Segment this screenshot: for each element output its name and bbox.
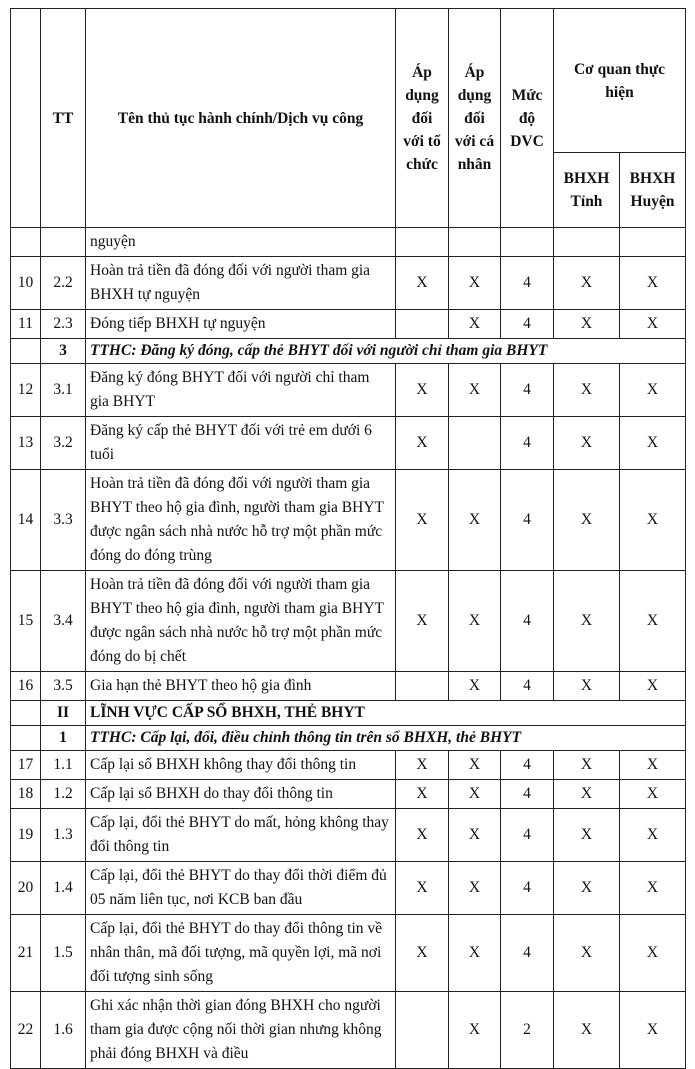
row-name: Cấp lại, đổi thẻ BHYT do thay đổi thời điểm đủ 05 năm liên tục, nơi KCB ban đầu: [86, 862, 396, 915]
row-province: X: [554, 862, 620, 915]
row-district: X: [620, 992, 686, 1069]
row-stt: 16: [11, 672, 41, 701]
row-district: [620, 228, 686, 257]
row-level: 4: [501, 417, 554, 470]
row-org: X: [396, 780, 449, 809]
row-tt: 3: [41, 339, 86, 364]
procedure-table: [10, 8, 686, 1069]
subsection-row: [11, 339, 686, 364]
row-district: X: [620, 257, 686, 310]
row-person: X: [449, 780, 501, 809]
row-district: X: [620, 915, 686, 992]
row-province: X: [554, 809, 620, 862]
header-org: Áp dụng đối với tổ chức: [396, 9, 449, 228]
row-org: X: [396, 364, 449, 417]
row-level: 4: [501, 672, 554, 701]
row-district: X: [620, 751, 686, 780]
row-tt: 1.1: [41, 751, 86, 780]
row-level: 4: [501, 809, 554, 862]
header-district: BHXH Huyện: [620, 153, 686, 228]
header-name: Tên thủ tục hành chính/Dịch vụ công: [86, 9, 396, 228]
row-stt: 14: [11, 470, 41, 571]
row-person: X: [449, 310, 501, 339]
row-org: [396, 228, 449, 257]
row-name: nguyện: [86, 228, 396, 257]
row-tt: 1.6: [41, 992, 86, 1069]
row-province: X: [554, 257, 620, 310]
row-tt: 1: [41, 726, 86, 751]
row-tt: II: [41, 701, 86, 726]
row-person: X: [449, 257, 501, 310]
row-tt: 3.4: [41, 571, 86, 672]
row-name: Ghi xác nhận thời gian đóng BHXH cho người tham gia được cộng nối thời gian nhưng không phải đóng BHXH và điều: [86, 992, 396, 1069]
row-org: X: [396, 862, 449, 915]
table-row: [11, 751, 686, 780]
table-row: [11, 257, 686, 310]
subsection-title: TTHC: Đăng ký đóng, cấp thẻ BHYT đối với người chỉ tham gia BHYT: [86, 339, 686, 364]
row-name: Đăng ký đóng BHYT đối với người chỉ tham gia BHYT: [86, 364, 396, 417]
table-row: [11, 470, 686, 571]
table-row: [11, 780, 686, 809]
row-person: [449, 228, 501, 257]
row-stt: [11, 701, 41, 726]
subsection-row: [11, 726, 686, 751]
row-stt: 21: [11, 915, 41, 992]
row-stt: [11, 726, 41, 751]
row-org: X: [396, 470, 449, 571]
table-row: [11, 310, 686, 339]
row-level: 4: [501, 571, 554, 672]
row-name: Hoàn trả tiền đã đóng đối với người tham gia BHYT theo hộ gia đình, người tham gia BHYT được ngân sách nhà nước hỗ trợ một phần mức đóng do đóng trùng: [86, 470, 396, 571]
table-body: [11, 228, 686, 1069]
table-row: [11, 915, 686, 992]
row-province: X: [554, 571, 620, 672]
row-stt: [11, 228, 41, 257]
row-level: 4: [501, 257, 554, 310]
row-district: X: [620, 809, 686, 862]
row-person: X: [449, 751, 501, 780]
table-row: [11, 862, 686, 915]
row-province: X: [554, 915, 620, 992]
row-tt: 3.3: [41, 470, 86, 571]
row-stt: 18: [11, 780, 41, 809]
row-stt: 13: [11, 417, 41, 470]
table-row: [11, 571, 686, 672]
row-org: X: [396, 751, 449, 780]
row-level: 4: [501, 751, 554, 780]
header-stt: [11, 9, 41, 228]
row-stt: 15: [11, 571, 41, 672]
row-tt: [41, 228, 86, 257]
row-province: X: [554, 364, 620, 417]
row-tt: 3.1: [41, 364, 86, 417]
row-province: X: [554, 417, 620, 470]
row-tt: 1.5: [41, 915, 86, 992]
row-province: X: [554, 470, 620, 571]
row-person: X: [449, 992, 501, 1069]
row-district: X: [620, 780, 686, 809]
row-person: X: [449, 470, 501, 571]
row-stt: 20: [11, 862, 41, 915]
row-stt: 12: [11, 364, 41, 417]
row-org: X: [396, 417, 449, 470]
row-name: Hoàn trả tiền đã đóng đối với người tham gia BHXH tự nguyện: [86, 257, 396, 310]
row-person: [449, 417, 501, 470]
table-row: [11, 364, 686, 417]
table-row: [11, 228, 686, 257]
header-agency: Cơ quan thực hiện: [554, 9, 686, 153]
row-tt: 1.2: [41, 780, 86, 809]
row-name: Cấp lại sổ BHXH do thay đổi thông tin: [86, 780, 396, 809]
row-name: Cấp lại sổ BHXH không thay đổi thông tin: [86, 751, 396, 780]
row-tt: 3.2: [41, 417, 86, 470]
section-row: [11, 701, 686, 726]
row-province: X: [554, 751, 620, 780]
row-org: X: [396, 257, 449, 310]
row-stt: 19: [11, 809, 41, 862]
row-stt: [11, 339, 41, 364]
row-stt: 10: [11, 257, 41, 310]
header-level: Mức độ DVC: [501, 9, 554, 228]
header-person: Áp dụng đối với cá nhân: [449, 9, 501, 228]
row-stt: 11: [11, 310, 41, 339]
row-org: [396, 672, 449, 701]
subsection-title: TTHC: Cấp lại, đổi, điều chỉnh thông tin trên sổ BHXH, thẻ BHYT: [86, 726, 686, 751]
row-person: X: [449, 809, 501, 862]
row-level: 4: [501, 780, 554, 809]
row-stt: 22: [11, 992, 41, 1069]
row-level: 4: [501, 470, 554, 571]
row-org: [396, 310, 449, 339]
row-province: X: [554, 672, 620, 701]
row-org: X: [396, 571, 449, 672]
row-tt: 2.3: [41, 310, 86, 339]
row-name: Cấp lại, đổi thẻ BHYT do thay đổi thông tin về nhân thân, mã đối tượng, mã quyền lợi, mã nơi đối tượng sinh sống: [86, 915, 396, 992]
table-row: [11, 992, 686, 1069]
row-district: X: [620, 571, 686, 672]
row-org: X: [396, 915, 449, 992]
row-tt: 1.4: [41, 862, 86, 915]
row-level: 4: [501, 862, 554, 915]
row-person: X: [449, 672, 501, 701]
row-org: [396, 992, 449, 1069]
row-province: X: [554, 310, 620, 339]
row-level: 4: [501, 310, 554, 339]
table-row: [11, 809, 686, 862]
row-org: X: [396, 809, 449, 862]
row-name: Gia hạn thẻ BHYT theo hộ gia đình: [86, 672, 396, 701]
row-tt: 2.2: [41, 257, 86, 310]
row-province: X: [554, 780, 620, 809]
row-province: X: [554, 992, 620, 1069]
row-district: X: [620, 364, 686, 417]
row-district: X: [620, 310, 686, 339]
header-tt: TT: [41, 9, 86, 228]
row-name: Đóng tiếp BHXH tự nguyện: [86, 310, 396, 339]
table-row: [11, 417, 686, 470]
row-district: X: [620, 417, 686, 470]
row-person: X: [449, 364, 501, 417]
row-level: 2: [501, 992, 554, 1069]
row-province: [554, 228, 620, 257]
row-district: X: [620, 672, 686, 701]
row-name: Hoàn trả tiền đã đóng đối với người tham gia BHYT theo hộ gia đình, người tham gia BHYT được ngân sách nhà nước hỗ trợ một phần mức đóng do bị chết: [86, 571, 396, 672]
header-province: BHXH Tỉnh: [554, 153, 620, 228]
section-title: LĨNH VỰC CẤP SỔ BHXH, THẺ BHYT: [86, 701, 686, 726]
row-tt: 3.5: [41, 672, 86, 701]
row-tt: 1.3: [41, 809, 86, 862]
row-person: X: [449, 915, 501, 992]
row-level: 4: [501, 915, 554, 992]
row-stt: 17: [11, 751, 41, 780]
row-person: X: [449, 571, 501, 672]
row-person: X: [449, 862, 501, 915]
row-name: Cấp lại, đổi thẻ BHYT do mất, hỏng không thay đổi thông tin: [86, 809, 396, 862]
row-district: X: [620, 862, 686, 915]
row-name: Đăng ký cấp thẻ BHYT đối với trẻ em dưới 6 tuổi: [86, 417, 396, 470]
row-level: 4: [501, 364, 554, 417]
row-level: [501, 228, 554, 257]
row-district: X: [620, 470, 686, 571]
table-row: [11, 672, 686, 701]
